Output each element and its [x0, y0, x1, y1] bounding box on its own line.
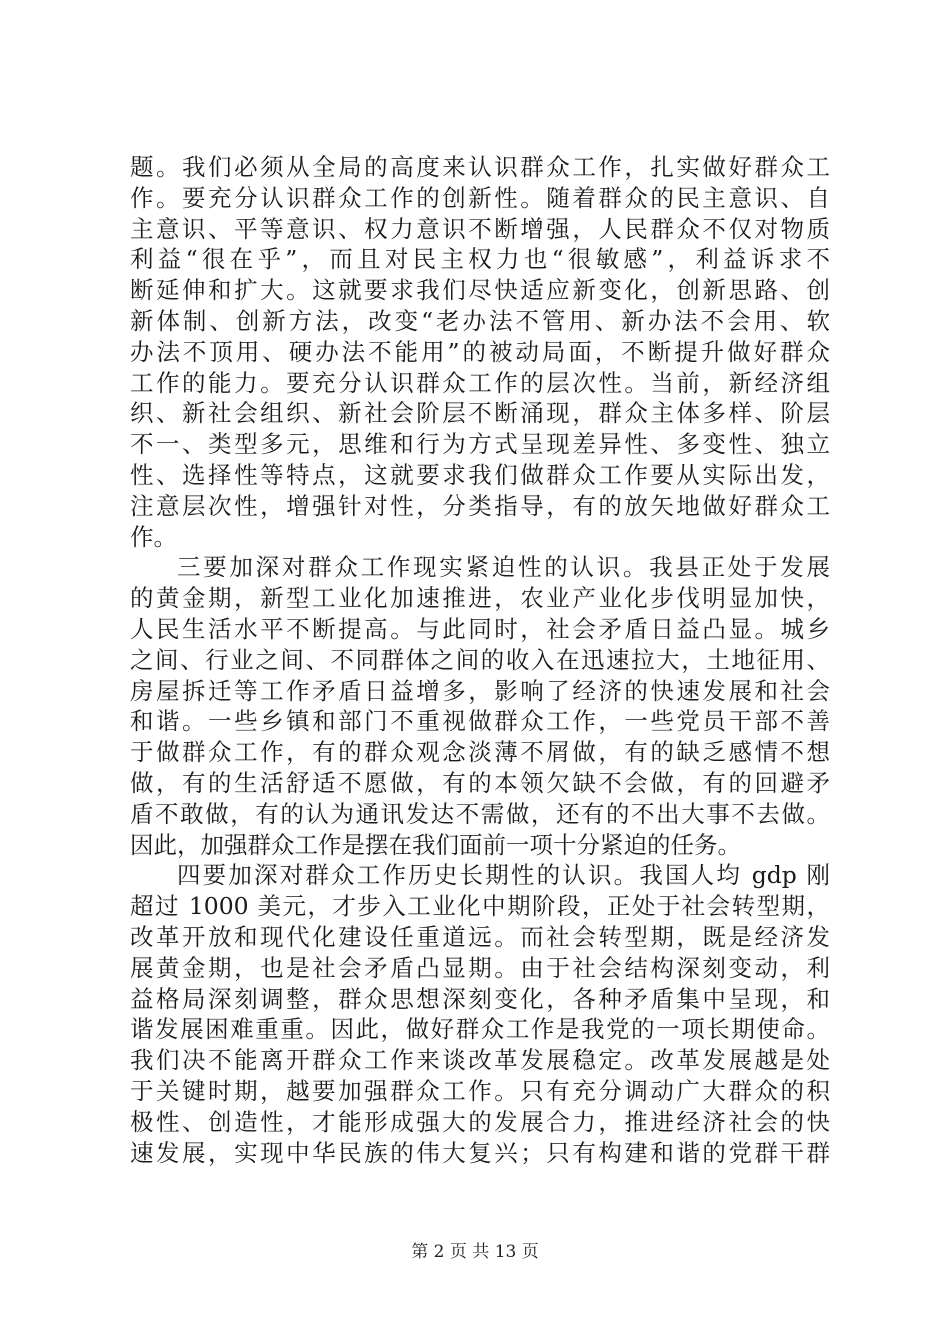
document-body-text: [130, 152, 830, 1168]
text-line: 办法不顶用、硬办法不能用”的被动局面，不断提升做好群众: [130, 337, 830, 366]
text-line: 注意层次性，增强针对性，分类指导，有的放矢地做好群众工: [130, 491, 830, 520]
text-line: 于做群众工作，有的群众观念淡薄不屑做，有的缺乏感情不想: [130, 738, 830, 767]
text-line: 利益“很在乎”，而且对民主权力也“很敏感”，利益诉求不: [130, 245, 830, 274]
text-line: 之间、行业之间、不同群体之间的收入在迅速拉大，土地征用、: [130, 645, 830, 674]
text-line: 作。要充分认识群众工作的创新性。随着群众的民主意识、自: [130, 183, 830, 212]
text-line: 超过 1000 美元，才步入工业化中期阶段，正处于社会转型期，: [130, 892, 830, 921]
text-line: 织、新社会组织、新社会阶层不断涌现，群众主体多样、阶层: [130, 399, 830, 428]
text-line: 速发展，实现中华民族的伟大复兴；只有构建和谐的党群干群: [130, 1138, 830, 1167]
text-line: 作。: [130, 522, 177, 551]
text-line: 工作的能力。要充分认识群众工作的层次性。当前，新经济组: [130, 368, 830, 397]
text-line: 不一、类型多元，思维和行为方式呈现差异性、多变性、独立: [130, 430, 830, 459]
text-line: 盾不敢做，有的认为通讯发达不需做，还有的不出大事不去做。: [130, 799, 830, 828]
text-line: 三要加深对群众工作现实紧迫性的认识。我县正处于发展: [177, 553, 830, 582]
text-line: 我们决不能离开群众工作来谈改革发展稳定。改革发展越是处: [130, 1046, 830, 1075]
text-line: 改革开放和现代化建设任重道远。而社会转型期，既是经济发: [130, 922, 830, 951]
text-line: 谐发展困难重重。因此，做好群众工作是我党的一项长期使命。: [130, 1015, 830, 1044]
text-line: 四要加深对群众工作历史长期性的认识。我国人均 gdp 刚: [177, 861, 830, 890]
text-line: 因此，加强群众工作是摆在我们面前一项十分紧迫的任务。: [130, 830, 741, 859]
text-line: 展黄金期，也是社会矛盾凸显期。由于社会结构深刻变动，利: [130, 953, 830, 982]
text-line: 益格局深刻调整，群众思想深刻变化，各种矛盾集中呈现，和: [130, 984, 830, 1013]
text-line: 断延伸和扩大。这就要求我们尽快适应新变化，创新思路、创: [130, 276, 830, 305]
text-line: 主意识、平等意识、权力意识不断增强，人民群众不仅对物质: [130, 214, 830, 243]
text-line: 人民生活水平不断提高。与此同时，社会矛盾日益凸显。城乡: [130, 614, 830, 643]
text-line: 做，有的生活舒适不愿做，有的本领欠缺不会做，有的回避矛: [130, 768, 830, 797]
page-footer: [0, 1240, 950, 1264]
text-line: 题。我们必须从全局的高度来认识群众工作，扎实做好群众工: [130, 153, 830, 181]
text-line: 极性、创造性，才能形成强大的发展合力，推进经济社会的快: [130, 1107, 830, 1136]
text-line: 的黄金期，新型工业化加速推进，农业产业化步伐明显加快，: [130, 584, 830, 613]
text-line: 于关键时期，越要加强群众工作。只有充分调动广大群众的积: [130, 1076, 830, 1105]
text-line: 性、选择性等特点，这就要求我们做群众工作要从实际出发，: [130, 460, 830, 489]
page-indicator: 第 2 页 共 13 页: [411, 1242, 539, 1262]
text-line: 房屋拆迁等工作矛盾日益增多，影响了经济的快速发展和社会: [130, 676, 830, 705]
text-line: 和谐。一些乡镇和部门不重视做群众工作，一些党员干部不善: [130, 707, 830, 736]
text-line: 新体制、创新方法，改变“老办法不管用、新办法不会用、软: [130, 306, 830, 335]
